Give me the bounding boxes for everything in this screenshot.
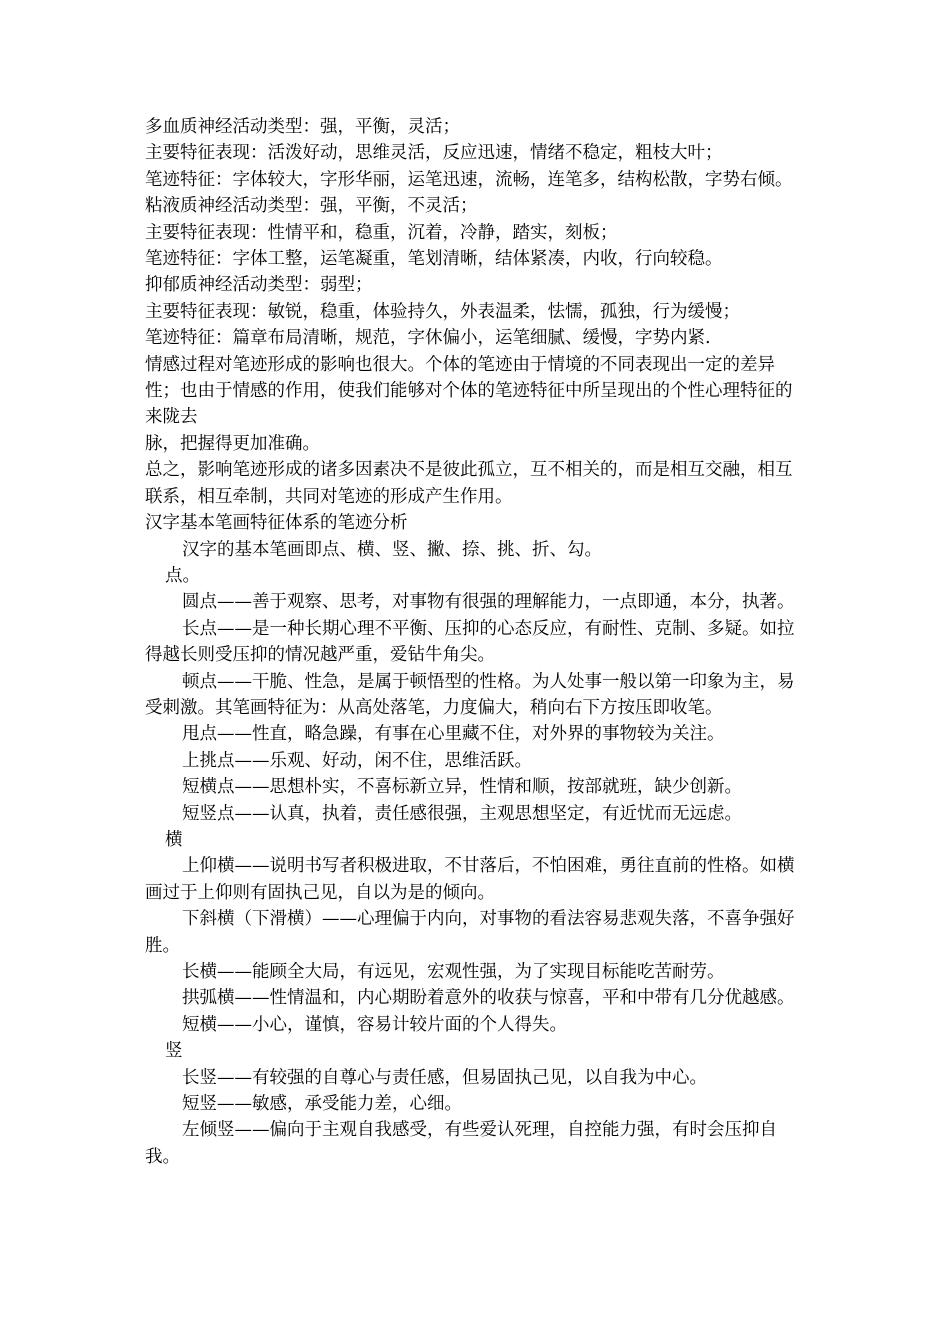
paragraph-18: 顿点——干脆、性急，是属于顿悟型的性格。为人处事一般以第一印象为主，易受刺激。其笔画特征为：从高处落笔，力度偏大，稍向右下方按压即收笔。: [145, 671, 795, 718]
paragraph-4: 粘液质神经活动类型：强，平衡，不灵活；: [145, 196, 478, 217]
paragraph-29: 竖: [165, 1041, 183, 1062]
paragraph-24: 上仰横——说明书写者积极进取，不甘落后，不怕困难，勇往直前的性格。如横画过于上仰则有固执己见，自以为是的倾向。: [145, 856, 795, 903]
paragraph-32: 左倾竖——偏向于主观自我感受，有些爱认死理，自控能力强，有时会压抑自我。: [145, 1120, 777, 1167]
paragraph-2: 主要特征表现：活泼好动，思维灵活，反应迅速，情绪不稳定，粗枝大叶；: [145, 143, 723, 164]
document-page: [145, 114, 805, 1170]
paragraph-8: 主要特征表现：敏锐，稳重，体验持久，外表温柔，怯懦，孤独，行为缓慢；: [145, 301, 740, 322]
paragraph-25: 下斜横（下滑横）——心理偏于内向，对事物的看法容易悲观失落，不喜争强好胜。: [145, 909, 795, 956]
paragraph-13: 汉字基本笔画特征体系的笔迹分析: [145, 513, 408, 534]
paragraph-3: 笔迹特征：字体较大，字形华丽，运笔迅速，流畅，连笔多，结构松散，字势右倾。: [145, 169, 793, 190]
paragraph-6: 笔迹特征：字体工整，运笔凝重，笔划清晰，结体紧凑，内收，行向较稳。: [145, 249, 723, 270]
paragraph-14: 汉字的基本笔画即点、横、竖、撇、捺、挑、折、勾。: [182, 539, 602, 560]
paragraph-23: 横: [165, 829, 183, 850]
paragraph-15: 点。: [165, 565, 200, 586]
paragraph-1: 多血质神经活动类型：强，平衡，灵活；: [145, 117, 460, 137]
paragraph-20: 上挑点——乐观、好动，闲不住，思维活跃。: [182, 750, 532, 771]
paragraph-16: 圆点——善于观察、思考，对事物有很强的理解能力，一点即通，本分，执著。: [182, 592, 795, 613]
paragraph-17: 长点——是一种长期心理不平衡、压抑的心态反应，有耐性、克制、多疑。如拉得越长则受压抑的情况越严重，爱钻牛角尖。: [145, 618, 795, 666]
paragraph-9: 笔迹特征：篇章布局清晰，规范，字休偏小，运笔细腻、缓慢，字势内紧.: [145, 328, 711, 349]
paragraph-27: 拱弧横——性情温和，内心期盼着意外的收获与惊喜，平和中带有几分优越感。: [182, 988, 795, 1009]
paragraph-22: 短竖点——认真，执着，责任感很强，主观思想坚定，有近忧而无远虑。: [182, 803, 742, 824]
paragraph-10: 情感过程对笔迹形成的影响也很大。个体的笔迹由于情境的不同表现出一定的差异性；也由于情感的作用，使我们能够对个体的笔迹特征中所呈现出的个性心理特征的来陇去: [145, 354, 793, 428]
paragraph-31: 短竖——敏感，承受能力差，心细。: [182, 1094, 462, 1115]
paragraph-26: 长横——能顾全大局，有远见，宏观性强，为了实现目标能吃苦耐劳。: [182, 962, 725, 982]
paragraph-5: 主要特征表现：性情平和，稳重，沉着，冷静，踏实，刻板；: [145, 222, 618, 243]
paragraph-12: 总之，影响笔迹形成的诸多因素决不是彼此孤立，互不相关的，而是相互交融，相互联系，相互牵制，共同对笔迹的形成产生作用。: [145, 460, 793, 507]
paragraph-30: 长竖——有较强的自尊心与责任感，但易固执己见，以自我为中心。: [182, 1067, 707, 1088]
paragraph-28: 短横——小心，谨慎，容易计较片面的个人得失。: [182, 1014, 567, 1035]
paragraph-11: 脉，把握得更加准确。: [145, 433, 320, 454]
paragraph-19: 甩点——性直，略急躁，有事在心里藏不住，对外界的事物较为关注。: [182, 724, 725, 745]
paragraph-7: 抑郁质神经活动类型：弱型；: [145, 275, 373, 296]
paragraph-21: 短横点——思想朴实，不喜标新立异，性情和顺，按部就班，缺少创新。: [182, 777, 742, 798]
